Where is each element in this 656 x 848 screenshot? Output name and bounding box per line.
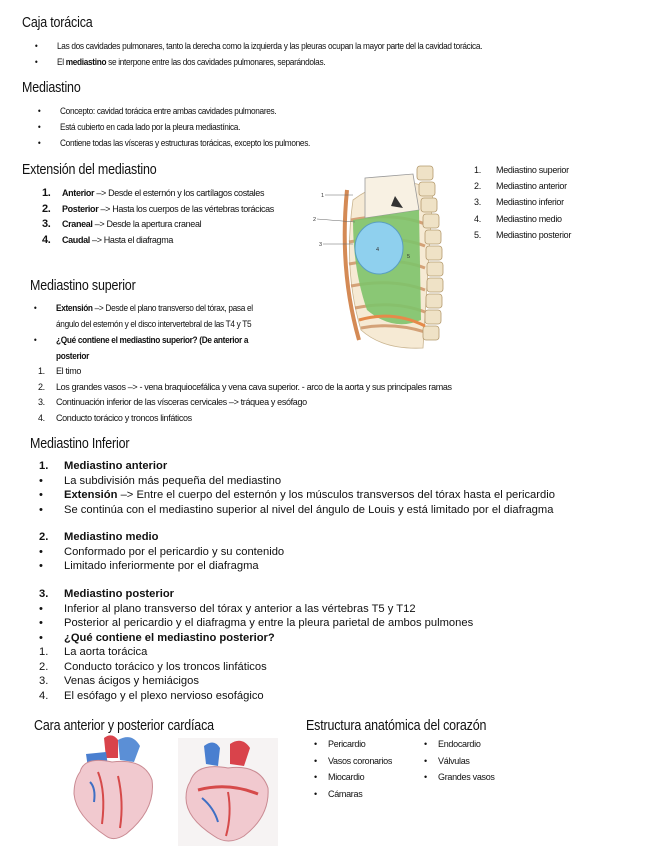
list-item: 3. Venas ácigos y hemiácigos bbox=[39, 675, 199, 687]
superior-title: Mediastino superior bbox=[30, 278, 136, 294]
list-item: • Inferior al plano transverso del tórax y anterior a las vértebras T5 y T12 bbox=[39, 602, 416, 615]
estructura-col1 bbox=[328, 736, 392, 802]
subsection-title: 2. Mediastino medio bbox=[39, 531, 159, 543]
list-item: 4. El esófago y el plexo nervioso esofágico bbox=[39, 689, 264, 702]
subsection-title: 3. Mediastino posterior bbox=[39, 588, 175, 600]
list-item: • Grandes vasos bbox=[438, 769, 495, 786]
extension-list bbox=[42, 186, 274, 248]
inferior-medio bbox=[39, 530, 285, 574]
list-item: • Está cubierto en cada lado por la pleura mediastínica. bbox=[60, 119, 310, 135]
figure-legend bbox=[474, 162, 571, 243]
estructura-col2 bbox=[438, 736, 495, 786]
list-item: 3. Craneal –> Desde la apertura craneal bbox=[42, 218, 202, 230]
list-item: • ¿Qué contiene el mediastino superior? (De anterior a bbox=[56, 332, 253, 348]
list-item: • El mediastino se interpone entre las dos cavidades pulmonares, separándolas. bbox=[57, 54, 482, 70]
inferior-anterior bbox=[39, 459, 555, 517]
list-item: • La subdivisión más pequeña del mediastino bbox=[39, 474, 282, 487]
superior-list bbox=[38, 364, 452, 426]
list-item: • Las dos cavidades pulmonares, tanto la derecha como la izquierda y las pleuras ocupan la mayor parte del la cavidad torácica. bbox=[57, 38, 482, 54]
list-item: • Válvulas bbox=[438, 753, 495, 770]
list-item: • Conformado por el pericardio y su contenido bbox=[39, 545, 285, 558]
legend-item: 3. Mediastino inferior bbox=[474, 197, 564, 208]
list-item: • ¿Qué contiene el mediastino posterior? bbox=[39, 631, 275, 644]
legend-item: 4. Mediastino medio bbox=[474, 213, 562, 224]
list-item: • Contiene todas las vísceras y estructuras torácicas, excepto los pulmones. bbox=[60, 135, 310, 151]
list-item: 1. La aorta torácica bbox=[39, 646, 148, 658]
list-item: 3. Continuación inferior de las vísceras cervicales –> tráquea y esófago bbox=[38, 397, 307, 407]
superior-bullets bbox=[56, 300, 270, 364]
list-item: 1. Anterior –> Desde el esternón y los cartílagos costales bbox=[42, 187, 265, 199]
figure-label-2: 2 bbox=[313, 217, 317, 223]
list-item: 1. El timo bbox=[38, 366, 82, 376]
cara-title: Cara anterior y posterior cardíaca bbox=[34, 718, 214, 734]
list-item: 4. Conducto torácico y troncos linfáticos bbox=[38, 412, 192, 423]
list-item: 2. Posterior –> Hasta los cuerpos de las vértebras torácicas bbox=[42, 202, 274, 215]
list-item: • Posterior al pericardio y el diafragma y entre la pleura parietal de ambos pulmones bbox=[39, 617, 474, 629]
subsection-title: 1. Mediastino anterior bbox=[39, 460, 168, 472]
list-item: • Extensión –> Entre el cuerpo del esternón y los músculos transversos del tórax hasta el pericardio bbox=[39, 489, 555, 501]
figure-label-1: 1 bbox=[321, 193, 325, 199]
caja-title: Caja torácica bbox=[22, 15, 93, 31]
figure-label-5: 5 bbox=[407, 254, 411, 260]
heart-anterior-image bbox=[66, 732, 162, 844]
list-item: • Miocardio bbox=[328, 769, 392, 786]
list-item-cont: ángulo del esternón y el disco intervertebral de las T4 y T5 bbox=[56, 319, 252, 329]
list-item: • Concepto: cavidad torácica entre ambas cavidades pulmonares. bbox=[60, 103, 310, 119]
inferior-title: Mediastino Inferior bbox=[30, 436, 130, 452]
legend-item: 5. Mediastino posterior bbox=[474, 229, 572, 240]
list-item: • Se continúa con el mediastino superior al nivel del ángulo de Louis y está limitado por el diafragma bbox=[39, 503, 554, 516]
list-item: • Extensión –> Desde el plano transverso del tórax, pasa el bbox=[56, 300, 253, 316]
caja-list bbox=[57, 38, 519, 70]
list-item: 2. Conducto torácico y los troncos linfáticos bbox=[39, 660, 267, 673]
list-item: • Pericardio bbox=[328, 736, 392, 753]
figure-label-4: 4 bbox=[376, 247, 380, 253]
list-item-cont: posterior bbox=[56, 351, 89, 361]
list-item: • Endocardio bbox=[438, 736, 495, 753]
legend-item: 1. Mediastino superior bbox=[474, 165, 569, 175]
mediastinum-figure bbox=[313, 160, 473, 352]
list-item: • Cámaras bbox=[328, 786, 392, 803]
figure-label-3: 3 bbox=[319, 242, 323, 248]
list-item: 2. Los grandes vasos –> - vena braquiocefálica y vena cava superior. - arco de la aorta y sus principales ramas bbox=[38, 381, 452, 392]
inferior-posterior bbox=[39, 587, 474, 703]
mediastino-title: Mediastino bbox=[22, 80, 81, 96]
heart-posterior-image bbox=[178, 738, 278, 846]
estructura-title: Estructura anatómica del corazón bbox=[306, 718, 487, 734]
legend-item: 2. Mediastino anterior bbox=[474, 181, 567, 192]
extension-title: Extensión del mediastino bbox=[22, 162, 157, 178]
list-item: • Limitado inferiormente por el diafragma bbox=[39, 560, 259, 572]
list-item: 4. Caudal –> Hasta el diafragma bbox=[42, 233, 174, 246]
mediastino-list bbox=[60, 103, 332, 151]
list-item: • Vasos coronarios bbox=[328, 753, 392, 770]
